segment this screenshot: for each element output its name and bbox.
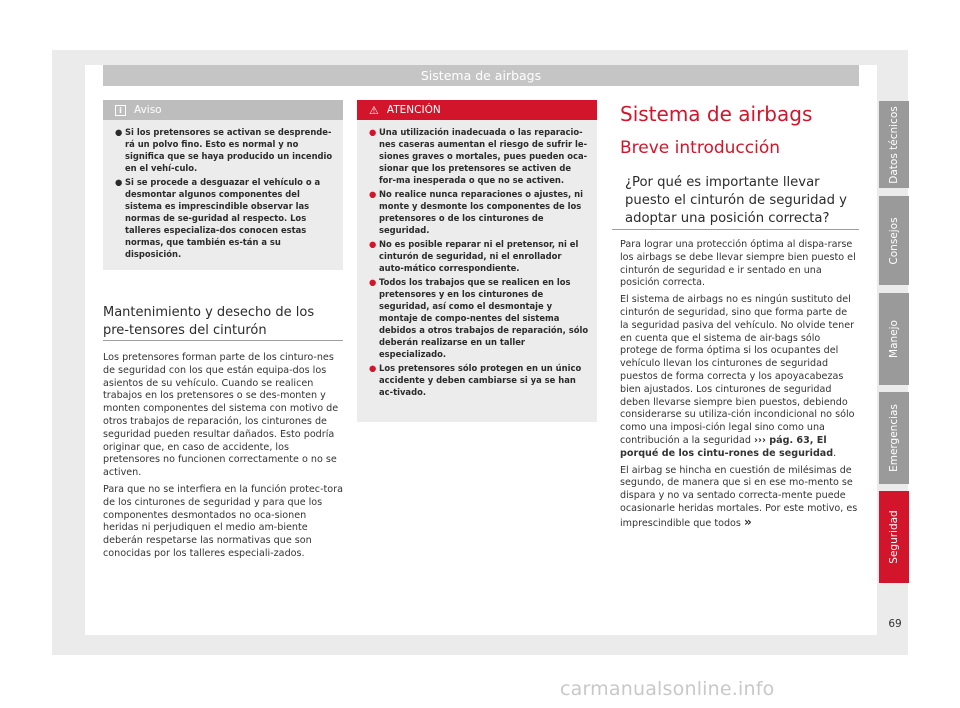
info-icon: i (115, 105, 126, 116)
note-box (103, 100, 343, 270)
paragraph: El airbag se hincha en cuestión de milésimas de segundo, de manera que si en ese mo-mento se dispara y no va sentado correcta-mente puede ocasionarle heridas mortales. Por este motivo, es imprescindible que todos » (620, 464, 858, 529)
chapter-header: Sistema de airbags (103, 65, 859, 86)
tab-seguridad[interactable]: Seguridad (879, 491, 909, 583)
warning-item: ● No es posible reparar ni el pretensor, ni el cinturón de seguridad, ni el enrollador auto-mático correspondiente. (369, 239, 579, 273)
paragraph: Para lograr una protección óptima al dispa-rarse los airbags se debe llevar siempre bien puesto el cinturón de seguridad e ir sentado en una posición correcta. (620, 239, 856, 289)
warning-item: ● Los pretensores sólo protegen en un único accidente y deben cambiarse si ya se han ac-tivado. (369, 363, 582, 397)
tab-datos-tecnicos[interactable]: Datos técnicos (879, 101, 909, 188)
page-number: 69 (888, 618, 902, 630)
paragraph: El sistema de airbags no es ningún sustituto del cinturón de seguridad, sino que forma parte de la seguridad pasiva del vehículo. No olvide tener en cuenta que el sistema de air-bags sólo protege de forma óptima si los ocupantes del vehículo llevan los cinturones de seguridad puestos de forma correcta y los apoyacabezas bien ajustados. Los cinturones de seguridad deben llevarse siempre bien puestos, debiendo considerarse su utiliza-ción incondicional no sólo como una imposi-ción legal sino como una contribución a la seguridad ››› pág. 63, El porqué de los cintu-rones de seguridad. (620, 294, 855, 459)
paragraph: Para que no se interfiera en la función protec-tora de los cinturones de seguridad y para que los componentes desmontados no oca-sionen heridas ni perjudiquen el medio am-biente deberán respetarse las normativas que son conocidas por los talleres especiali-zados. (103, 483, 344, 559)
warning-triangle-icon: ⚠ (369, 103, 379, 117)
note-item: ● Si se procede a desguazar el vehículo o a desmontar algunos componentes del sistema es imprescindible observar las normas de se-guridad al respecto. Los talleres especializa-dos conocen estas normas, que también es-tán a su disposición. (115, 177, 321, 259)
continue-arrow-icon: » (743, 514, 752, 529)
note-item: ● Si los pretensores se activan se desprende-rá un polvo fino. Esto es normal y no significa que se haya producido un incendio en el vehí-culo. (115, 127, 333, 173)
question-heading: ¿Por qué es importante llevar puesto el cinturón de seguridad y adoptar una posición correcta? (625, 175, 847, 226)
divider (612, 229, 859, 230)
warning-item: ● No realice nunca reparaciones o ajustes, ni monte y desmonte los componentes de los pretensores o de los cinturones de seguridad. (369, 189, 583, 235)
maintenance-text (103, 352, 343, 565)
warning-heading (357, 100, 597, 120)
tab-consejos[interactable]: Consejos (879, 196, 909, 285)
page-reference-link[interactable]: ››› pág. 63, El porqué de los cintu-rones de seguridad (620, 434, 834, 459)
section-subtitle: Breve introducción (620, 138, 780, 158)
warning-item: ● Todos los trabajos que se realicen en los pretensores y en los cinturones de seguridad, así como el desmontaje y montaje de compo-nentes del sistema debidos a otros trabajos de reparación, sólo deberán realizarse en un taller especializado. (369, 277, 589, 359)
warning-item: ● Una utilización inadecuada o las reparacio-nes caseras aumentan el riesgo de sufrir le-siones graves o mortales, pues pueden oca-sionar que los pretensores se activen de for-ma inesperada o que no se activen. (369, 127, 588, 185)
tab-emergencias[interactable]: Emergencias (879, 392, 909, 484)
note-heading (103, 100, 343, 120)
divider (103, 340, 343, 341)
airbag-text (620, 239, 858, 535)
warning-heading-label: ATENCIÓN (386, 104, 441, 116)
note-heading-label: Aviso (134, 104, 162, 116)
watermark: carmanualsonline.info (560, 678, 775, 700)
section-title-maintenance: Mantenimiento y desecho de los pre-tensores del cinturón (103, 305, 315, 338)
tab-manejo[interactable]: Manejo (879, 293, 909, 385)
paragraph: Los pretensores forman parte de los cinturo-nes de seguridad con los que están equipa-dos los asientos de su vehículo. Cuando se realicen trabajos en los pretensores o se des-monten y monten componentes del sistema con motivo de otros trabajos de reparación, los cinturones de seguridad pueden resultar dañados. Esto podría originar que, en caso de accidente, los pretensores no funcionen correctamente o no se activen. (103, 352, 339, 479)
section-title-airbags: Sistema de airbags (620, 102, 813, 126)
warning-box (357, 100, 597, 422)
